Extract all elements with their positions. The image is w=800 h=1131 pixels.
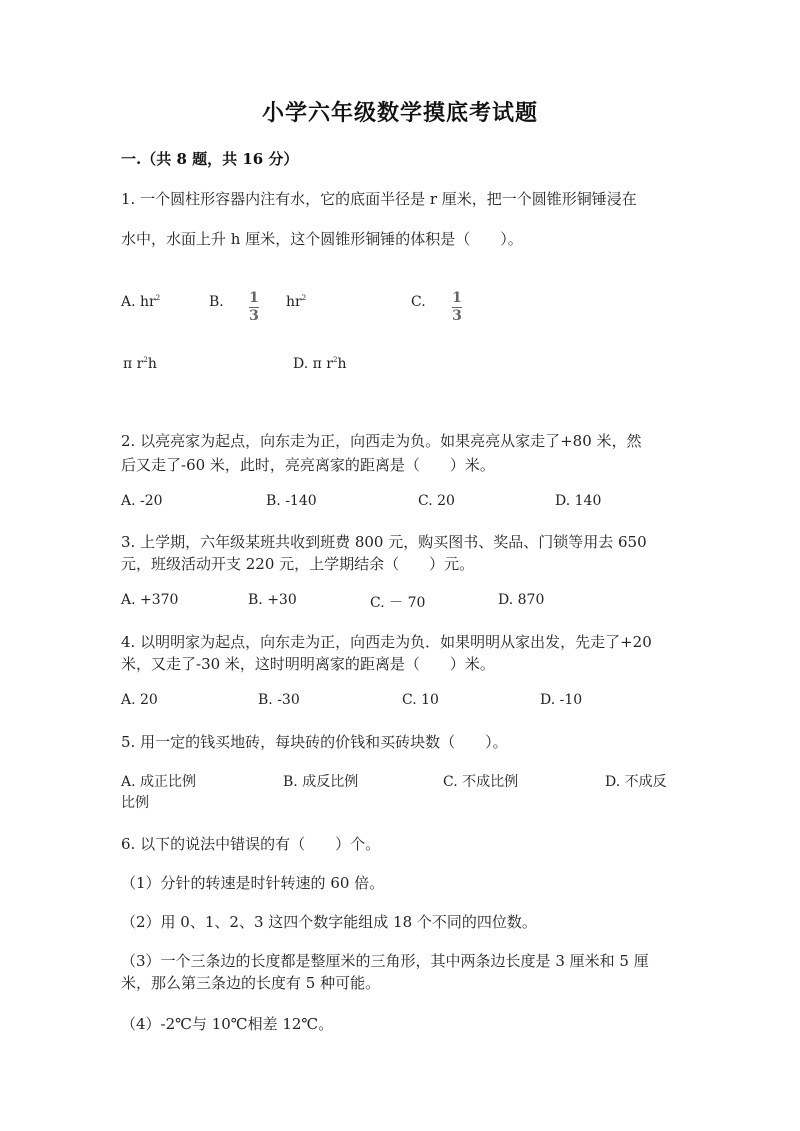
fraction-numerator: 1 <box>452 290 462 306</box>
q6-statement-3-line1: （3）一个三条边的长度都是整厘米的三角形，其中两条边长度是 3 厘米和 5 厘 <box>121 952 649 970</box>
q5-option-b[interactable]: B. 成反比例 <box>283 774 359 790</box>
superscript-2: 2 <box>143 356 148 364</box>
q3-stem-line2: 元，班级活动开支 220 元，上学期结余（ ）元。 <box>121 555 475 573</box>
q5-option-d-wrap: 比例 <box>121 795 149 811</box>
q1-option-b-label[interactable]: B. <box>209 294 224 310</box>
q2-stem-line2: 后又走了-60 米，此时，亮亮离家的距离是（ ）米。 <box>121 456 495 474</box>
fraction-denominator: 3 <box>452 308 462 324</box>
superscript-2: 2 <box>301 294 307 302</box>
q2-option-c[interactable]: C. 20 <box>418 493 455 509</box>
q5-option-d[interactable]: D. 不成反 <box>605 774 667 790</box>
q6-stem: 6. 以下的说法中错误的有（ ）个。 <box>121 835 381 853</box>
q4-stem-line1: 4. 以明明家为起点，向东走为正，向西走为负．如果明明从家出发，先走了+20 <box>121 633 652 651</box>
q4-option-d[interactable]: D. -10 <box>540 692 583 708</box>
q6-statement-4: （4）-2℃与 10℃相差 12℃。 <box>121 1015 334 1033</box>
q5-option-c[interactable]: C. 不成比例 <box>443 774 519 790</box>
q1-option-a-text: A. hr <box>121 294 156 310</box>
q2-option-a[interactable]: A. -20 <box>121 493 163 509</box>
superscript-2: 2 <box>332 356 338 364</box>
fraction-denominator: 3 <box>249 308 259 324</box>
section-heading: 一.（共 8 题，共 16 分） <box>121 150 299 168</box>
q1-option-b-fraction <box>249 287 259 324</box>
q1-option-b-tail: $hr^2$ <box>286 294 307 310</box>
q4-option-b[interactable]: B. -30 <box>258 692 300 708</box>
q6-statement-2: （2）用 0、1、2、3 这四个数字能组成 18 个不同的四位数。 <box>121 913 537 931</box>
q1-option-c-fraction <box>452 287 462 324</box>
q3-option-d[interactable]: D. 870 <box>498 592 545 608</box>
q1-stem-line2: 水中，水面上升 h 厘米，这个圆锥形铜锤的体积是（ ）。 <box>121 230 523 248</box>
q1-option-d[interactable]: D. π $r^2h$ <box>293 356 347 372</box>
q6-statement-1: （1）分针的转速是时针转速的 60 倍。 <box>121 874 385 892</box>
q5-option-a[interactable]: A. 成正比例 <box>121 774 197 790</box>
q3-option-c[interactable]: C. － 70 <box>370 595 426 611</box>
q2-stem-line1: 2. 以亮亮家为起点，向东走为正，向西走为负。如果亮亮从家走了+80 米，然 <box>121 432 642 450</box>
q1-stem-line1: 1. 一个圆柱形容器内注有水，它的底面半径是 r 厘米，把一个圆锥形铜锤浸在 <box>121 190 637 208</box>
page-title: 小学六年级数学摸底考试题 <box>261 100 538 126</box>
q3-option-b[interactable]: B. +30 <box>248 592 297 608</box>
q6-statement-3-line2: 米，那么第三条边的长度有 5 种可能。 <box>121 974 381 992</box>
q2-option-d[interactable]: D. 140 <box>555 493 602 509</box>
q2-option-b[interactable]: B. -140 <box>266 493 317 509</box>
q1-option-c-tail: π $r^2h$ <box>123 356 157 372</box>
q4-option-a[interactable]: A. 20 <box>121 692 158 708</box>
fraction-numerator: 1 <box>249 290 259 306</box>
q1-option-c-label[interactable]: C. <box>411 294 426 310</box>
q4-stem-line2: 米，又走了-30 米，这时明明离家的距离是（ ）米。 <box>121 655 495 673</box>
q3-option-a[interactable]: A. +370 <box>121 592 179 608</box>
q3-stem-line1: 3. 上学期，六年级某班共收到班费 800 元，购买图书、奖品、门锁等用去 650 <box>121 533 647 551</box>
q4-option-c[interactable]: C. 10 <box>402 692 439 708</box>
superscript-2: 2 <box>155 294 161 302</box>
q1-option-a[interactable] <box>121 294 160 310</box>
q5-stem: 5. 用一定的钱买地砖，每块砖的价钱和买砖块数（ ）。 <box>121 733 508 751</box>
